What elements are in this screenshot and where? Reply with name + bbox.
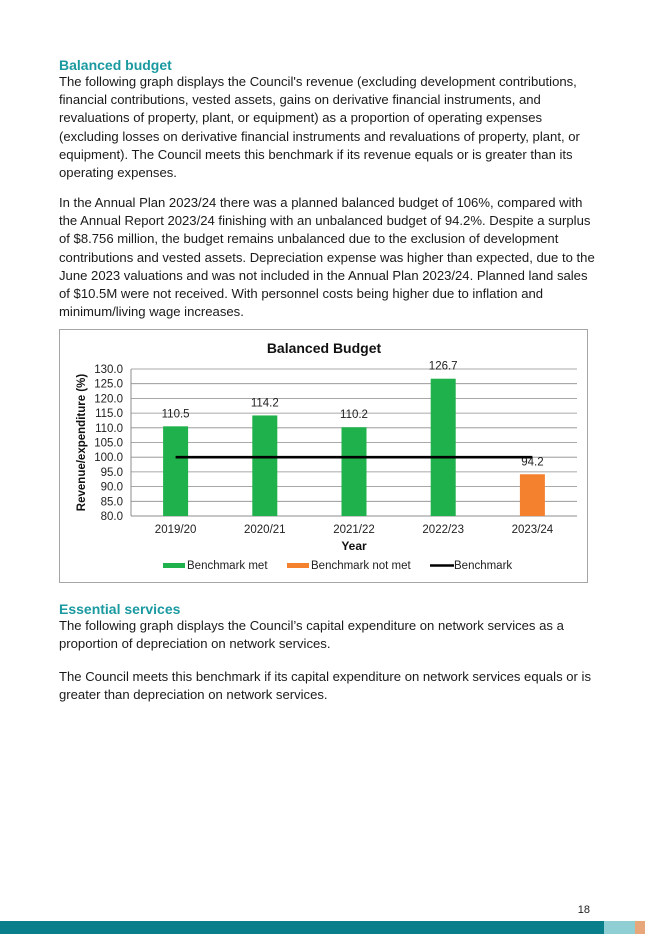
x-tick-label: 2020/21 xyxy=(244,524,286,536)
x-tick-label: 2023/24 xyxy=(511,524,554,536)
x-tick-label: 2019/20 xyxy=(154,524,197,536)
data-label: 110.2 xyxy=(340,409,368,422)
bar-2022-23 xyxy=(431,379,456,516)
section-heading-essential-services: Essential services xyxy=(59,601,181,617)
balanced-budget-chart xyxy=(59,329,588,583)
y-tick-label: 120.0 xyxy=(94,393,123,406)
bar-2021-22 xyxy=(342,427,367,516)
y-tick-label: 90.0 xyxy=(100,481,123,494)
bar-2023-24 xyxy=(520,474,545,516)
y-tick-label: 110.0 xyxy=(95,422,123,435)
x-axis-title: Year xyxy=(341,539,367,553)
bar-2020-21 xyxy=(252,415,277,516)
bar-2019-20 xyxy=(163,426,188,516)
chart-title: Balanced Budget xyxy=(266,340,382,356)
legend-swatch xyxy=(287,563,309,568)
y-tick-label: 130.0 xyxy=(94,364,123,376)
legend-label: Benchmark met xyxy=(187,560,268,572)
legend-swatch xyxy=(163,563,185,568)
footer-bar-light xyxy=(604,921,635,934)
balanced-budget-details: In the Annual Plan 2023/24 there was a planned balanced budget of 106%, compared with the Annual Report 2023/24 finishing with an unbalanced budget of 94.2%. Despite a surplus of $8.756 million, the budget remains unbalanced due to the exclusion of development contributions and vested assets. Depreciation expense was higher than expected, due to the June 2023 valuations and was not included in the Annual Plan 2023/24. Planned land sales of $10.5M were not received. With personnel costs being higher due to inflation and minimum/living wage increases. xyxy=(59,195,595,320)
y-tick-label: 80.0 xyxy=(100,511,123,523)
footer-bar-accent xyxy=(635,921,645,934)
y-tick-label: 115.0 xyxy=(95,408,123,421)
essential-services-benchmark: The Council meets this benchmark if its capital expenditure on network services equals or is greater than depreciation on network services. xyxy=(59,669,591,703)
data-label: 126.7 xyxy=(428,360,458,373)
page-number: 18 xyxy=(577,904,590,916)
y-tick-label: 100.0 xyxy=(94,452,123,465)
data-label: 94.2 xyxy=(521,456,544,469)
y-tick-label: 105.0 xyxy=(94,437,123,450)
y-tick-label: 85.0 xyxy=(100,496,123,509)
balanced-budget-intro: The following graph displays the Council's revenue (excluding development contributions, financial contributions, vested assets, gains on derivative financial instruments, and revaluations of property, plant, or equipment) as a proportion of operating expenses (excluding losses on derivative financial instruments and revaluations of property, plant, or equipment). The Council meets this benchmark if its revenue equals or is greater than its operating expenses. xyxy=(59,74,580,181)
section-heading-balanced-budget: Balanced budget xyxy=(59,57,172,73)
data-label: 114.2 xyxy=(250,397,279,410)
data-label: 110.5 xyxy=(161,408,190,421)
y-tick-label: 125.0 xyxy=(94,378,123,391)
x-tick-label: 2021/22 xyxy=(333,524,375,536)
legend-label: Benchmark not met xyxy=(311,560,411,572)
x-tick-label: 2022/23 xyxy=(422,524,464,536)
footer-bar-teal xyxy=(0,921,604,934)
chart-canvas xyxy=(60,330,587,582)
legend-label: Benchmark xyxy=(454,560,513,572)
y-axis-title: Revenue/expenditure (%) xyxy=(76,373,88,512)
y-tick-label: 95.0 xyxy=(100,466,123,479)
essential-services-intro: The following graph displays the Council’s capital expenditure on network services as a proportion of depreciation on network services. xyxy=(59,618,564,652)
